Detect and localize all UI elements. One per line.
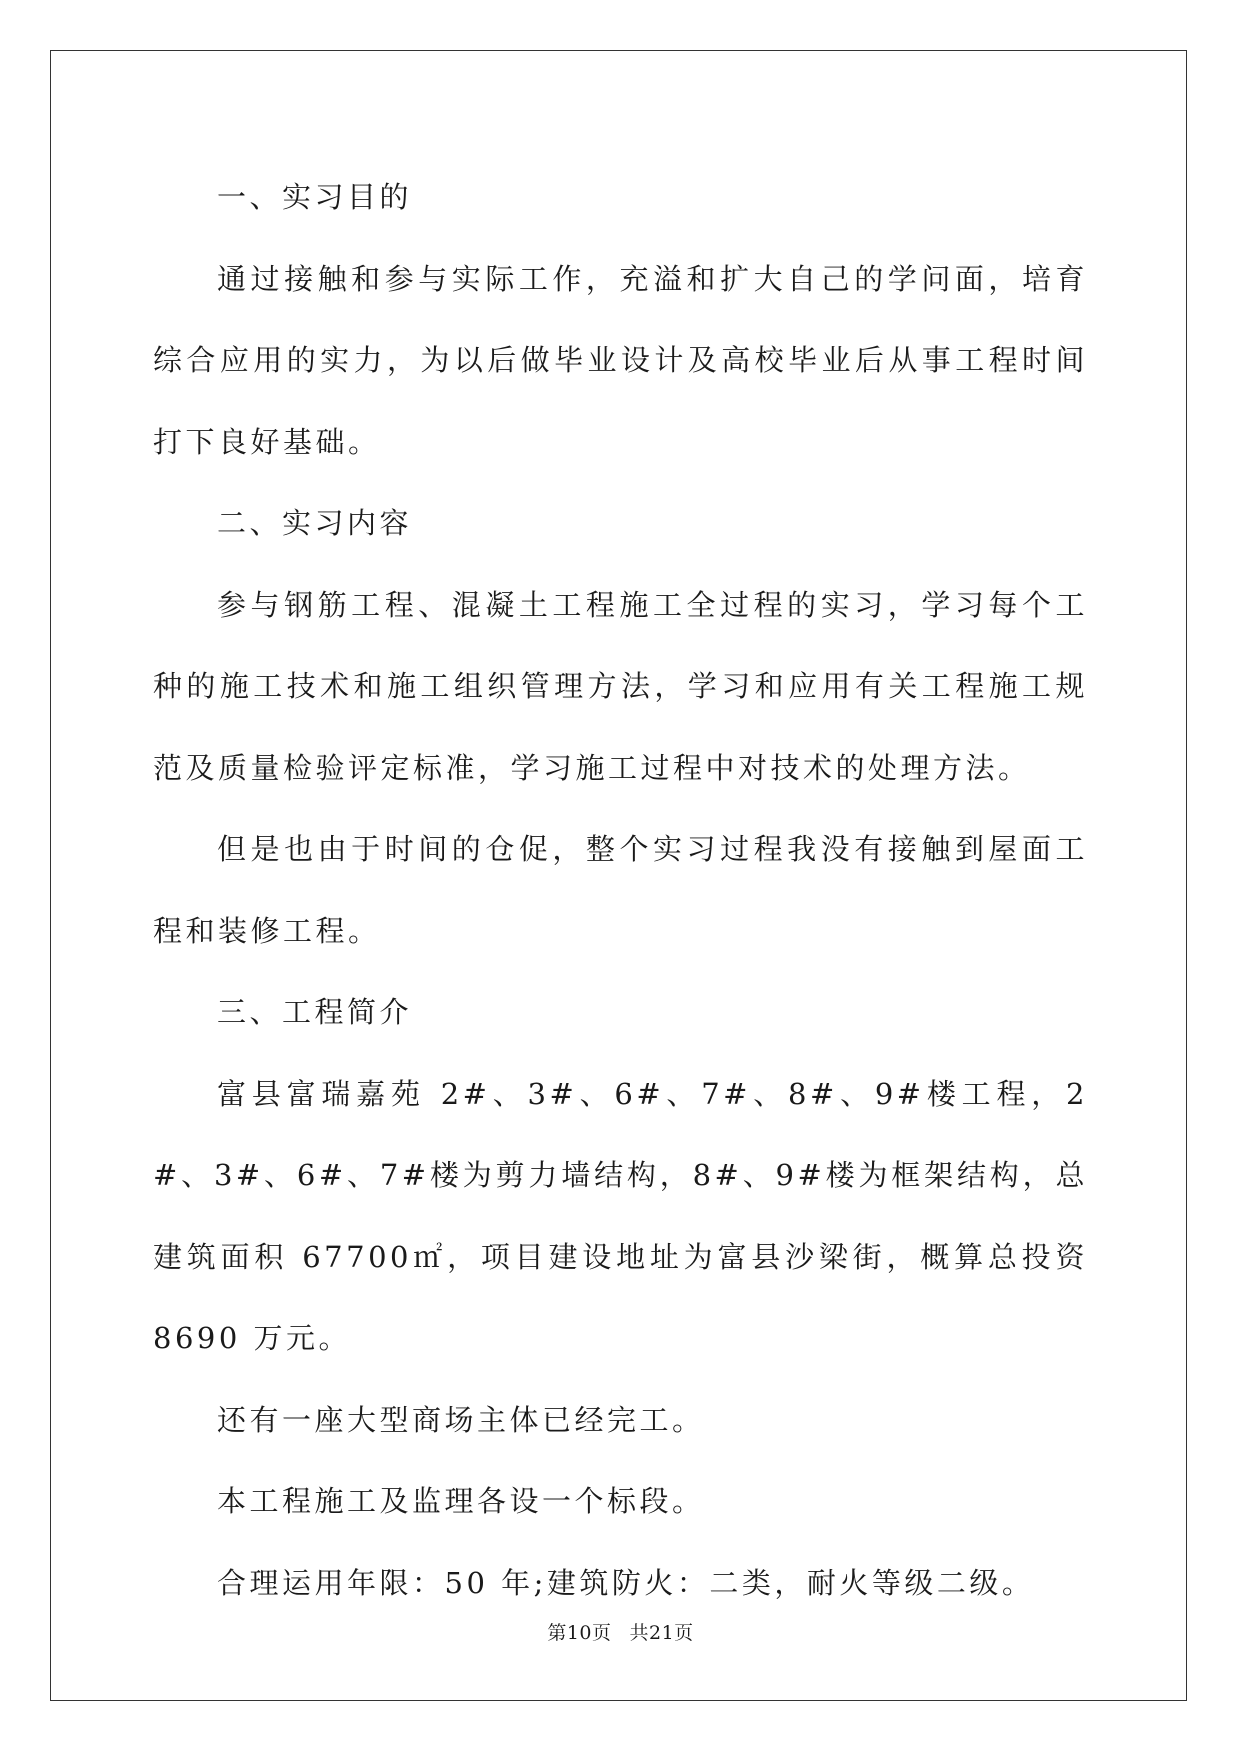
page-number-current: 第10页 <box>547 1622 612 1644</box>
page-footer <box>0 1618 1241 1645</box>
document-body <box>153 158 1088 1624</box>
heading-internship-purpose: 一、实习目的 <box>217 180 413 214</box>
paragraph-purpose-text: 通过接触和参与实际工作，充溢和扩大自己的学问面，培育综合应用的实力，为以后做毕业设计及高校毕业后从事工程时间打下良好基础。 <box>153 261 1088 459</box>
paragraph-service-life: 合理运用年限：50 年;建筑防火：二类，耐火等级二级。 <box>217 1565 1035 1600</box>
page-number-total: 共21页 <box>629 1622 694 1644</box>
paragraph-mall-note: 还有一座大型商场主体已经完工。 <box>217 1402 705 1437</box>
paragraph-section-note: 本工程施工及监理各设一个标段。 <box>217 1484 705 1518</box>
paragraph-project-text: 富县富瑞嘉苑 2#、3#、6#、7#、8#、9#楼工程，2#、3#、6#、7#楼为剪力墙结构，8#、9#楼为框架结构，总建筑面积 67700㎡，项目建设地址为富县沙梁街，概算总投资 8690 万元。 <box>153 1076 1088 1355</box>
heading-project-overview: 三、工程简介 <box>217 995 413 1029</box>
heading-internship-content: 二、实习内容 <box>217 506 413 540</box>
paragraph-content-text: 参与钢筋工程、混凝土工程施工全过程的实习，学习每个工种的施工技术和施工组织管理方法，学习和应用有关工程施工规范及质量检验评定标准，学习施工过程中对技术的处理方法。 <box>153 587 1088 785</box>
paragraph-content-note: 但是也由于时间的仓促，整个实习过程我没有接触到屋面工程和装修工程。 <box>153 832 1088 948</box>
